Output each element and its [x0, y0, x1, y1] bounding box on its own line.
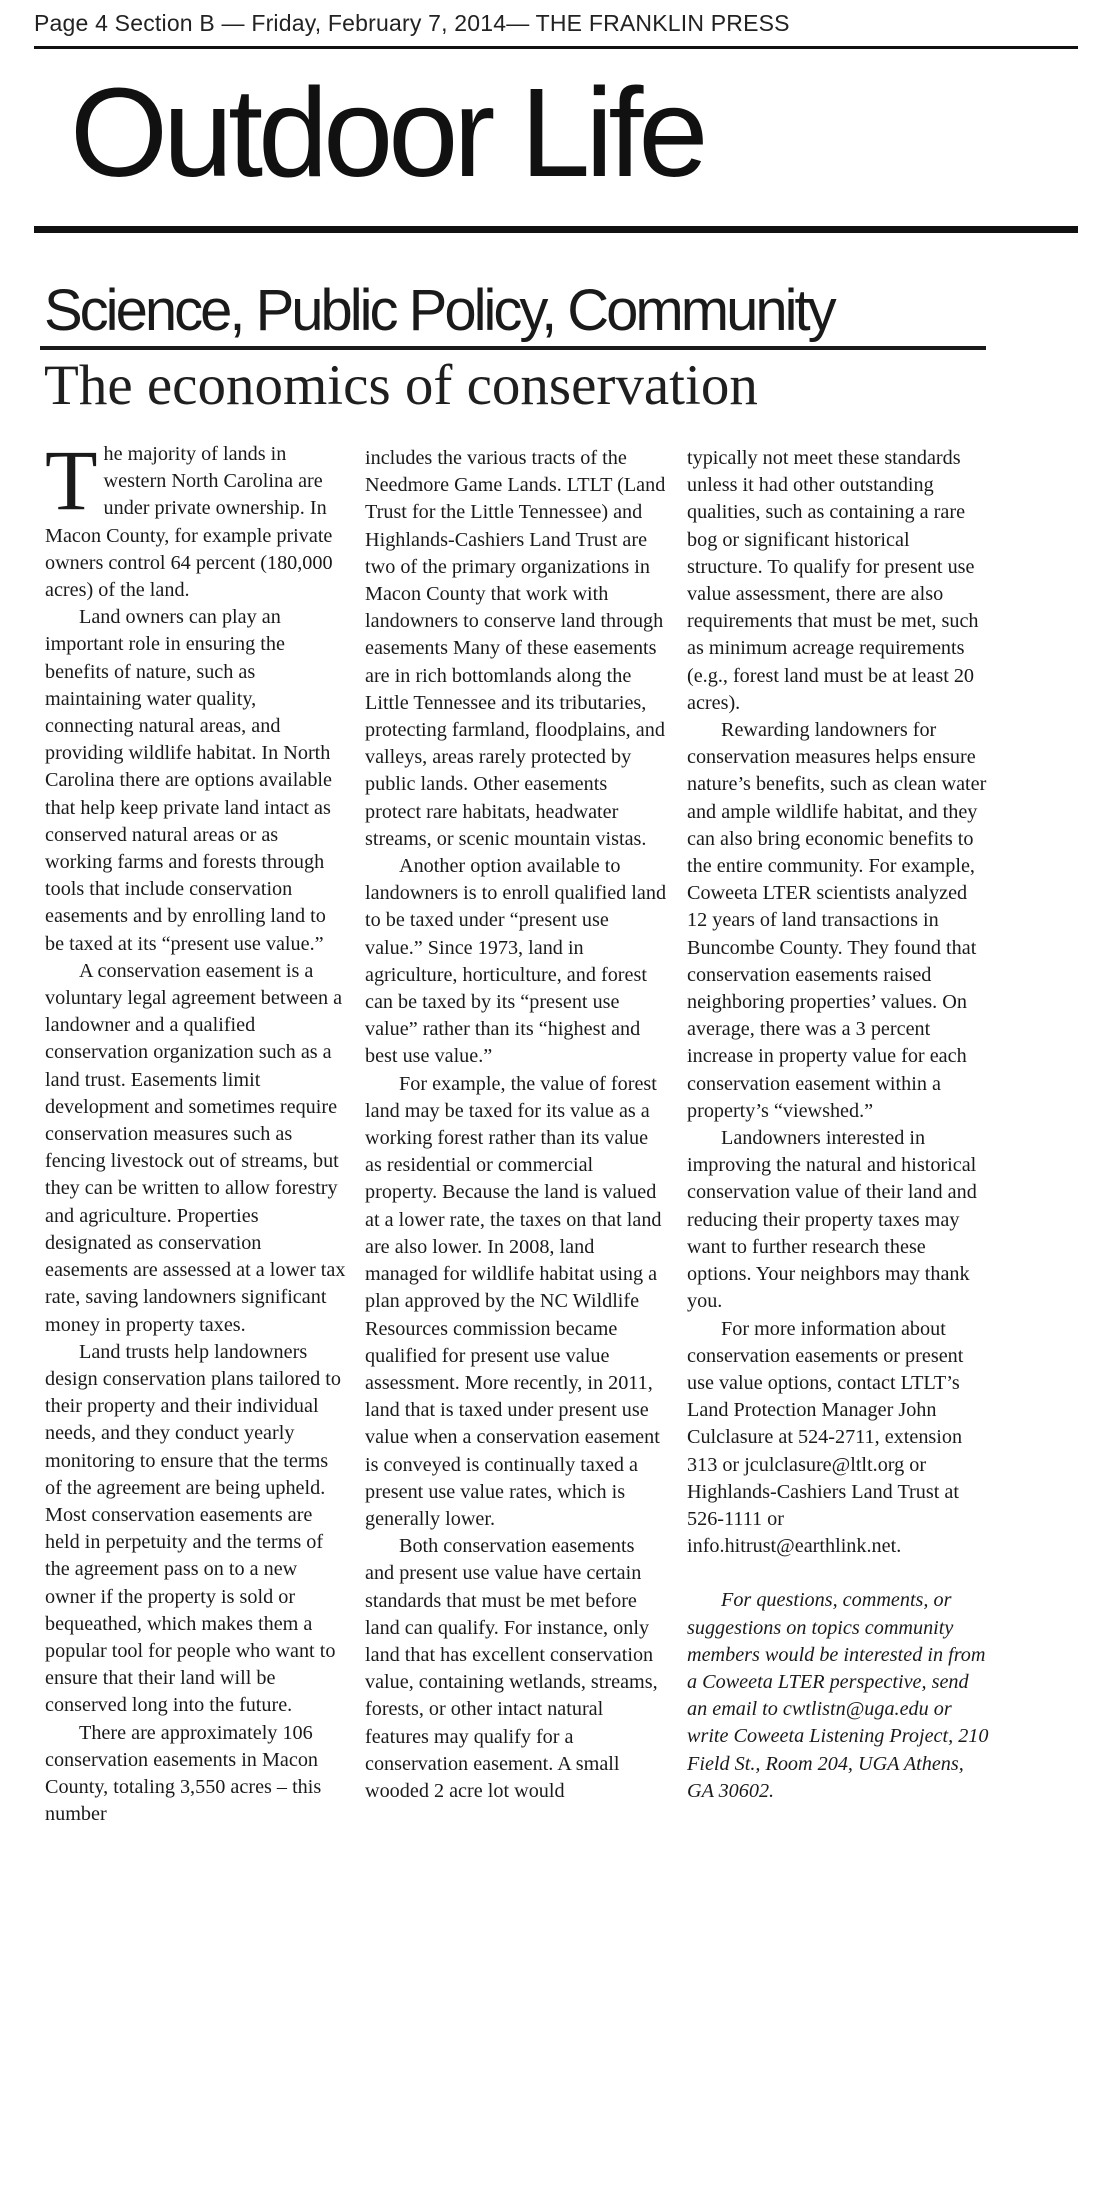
- article-paragraph: Both conservation easements and present use value have certain standards that must be met before land can qualify. For instance, only land that has excellent conservation value, containing wetlands, streams, forests, or other intact natural features may qualify for a conservation easement. A small wooded 2 acre lot would: [365, 1535, 658, 1802]
- lead-text: he majority of lands in western North Carolina are under private ownership. In Macon County, for example private owners control 64 percent (180,000 acres) of the land.: [45, 443, 333, 602]
- article-column-1: [45, 432, 347, 1828]
- article-paragraph: There are approximately 106 conservation easements in Macon County, totaling 3,550 acres – this number: [45, 1721, 322, 1826]
- article-paragraph: Land trusts help landowners design conservation plans tailored to their property and their individual needs, and they conduct yearly monitoring to ensure that the terms of the agreement are being upheld. Most conservation easements are held in perpetuity and the terms of the agreement pass on to a new owner if the property is sold or bequeathed, which makes them a popular tool for people who want to ensure that their land will be conserved long into the future.: [45, 1340, 342, 1717]
- article-paragraph: For example, the value of forest land may be taxed for its value as a working forest rather than its value as residential or commercial property. Because the land is valued at a lower rate, the taxes on that land are also lower. In 2008, land managed for wildlife habitat using a plan approved by the NC Wildlife Resources commission became qualified for present use value assessment. More recently, in 2011, land that is taxed under present use value when a conservation easement is conveyed is continually taxed a present use value rates, which is generally lower.: [365, 1072, 662, 1530]
- article-paragraph: Another option available to landowners is to enroll qualified land to be taxed under “present use value.” Since 1973, land in agriculture, horticulture, and forest can be taxed by its “present use value” rather than its “highest and best use value.”: [365, 855, 667, 1068]
- article-paragraph: A conservation easement is a voluntary legal agreement between a landowner and a qualified conservation organization such as a land trust. Easements limit development and sometimes require conservation measures such as fencing livestock out of streams, but they can be written to allow forestry and agriculture. Properties designated as conservation easements are assessed at a lower tax rate, saving landowners significant money in property taxes.: [45, 959, 346, 1336]
- folio-rule: [34, 46, 1078, 49]
- article-paragraph: [45, 432, 347, 604]
- article-paragraph: Land owners can play an important role in ensuring the benefits of nature, such as maintaining water quality, connecting natural areas, and providing wildlife habitat. In North Carolina there are options available that help keep private land intact as conserved natural areas or as working farms and forests through tools that include conservation easements and by enrolling land to be taxed at its “present use value.”: [45, 606, 332, 955]
- section-title: Outdoor Life: [70, 62, 704, 203]
- contact-note: For questions, comments, or suggestions on topics community members would be interested in from a Coweeta LTER perspective, send an email to cwtlistn@uga.edu or write Coweeta Listening Project, 210 Field St., Room 204, UGA Athens, GA 30602.: [687, 1589, 989, 1802]
- article-paragraph: Landowners interested in improving the natural and historical conservation value of their land and reducing their property taxes may want to further research these options. Your neighbors may thank you.: [687, 1127, 977, 1313]
- headline: The economics of conservation: [44, 354, 758, 417]
- drop-cap: T: [45, 432, 98, 528]
- article-column-3: [687, 445, 989, 1805]
- article-paragraph: typically not meet these standards unless it had other outstanding qualities, such as containing a rare bog or significant historical structure. To qualify for present use value assessment, there are also requirements that must be met, such as minimum acreage requirements (e.g., forest land must be at least 20 acres).: [687, 447, 979, 714]
- article-column-2: [365, 445, 667, 1805]
- kicker-underline: [40, 346, 986, 350]
- kicker: Science, Public Policy, Community: [44, 278, 834, 343]
- article-paragraph: includes the various tracts of the Needmore Game Lands. LTLT (Land Trust for the Little Tennessee) and Highlands-Cashiers Land Trust are two of the primary organizations in Macon County that work with landowners to conserve land through easements Many of these easements are in rich bottomlands along the Little Tennessee and its tributaries, protecting farmland, floodplains, and valleys, areas rarely protected by public lands. Other easements protect rare habitats, headwater streams, or scenic mountain vistas.: [365, 447, 666, 850]
- article-paragraph: For more information about conservation easements or present use value options, contact LTLT’s Land Protection Manager John Culclasure at 524-2711, extension 313 or jculclasure@ltlt.org or Highlands-Cashiers Land Trust at 526-1111 or info.hitrust@earthlink.net.: [687, 1317, 964, 1558]
- page-folio: Page 4 Section B — Friday, February 7, 2014— THE FRANKLIN PRESS: [34, 10, 790, 36]
- article-paragraph: Rewarding landowners for conservation measures helps ensure nature’s benefits, such as clean water and ample wildlife habitat, and they can also bring economic benefits to the entire community. For example, Coweeta LTER scientists analyzed 12 years of land transactions in Buncombe County. They found that conservation easements raised neighboring properties’ values. On average, there was a 3 percent increase in property value for each conservation easement within a property’s “viewshed.”: [687, 719, 987, 1122]
- section-title-rule: [34, 226, 1078, 233]
